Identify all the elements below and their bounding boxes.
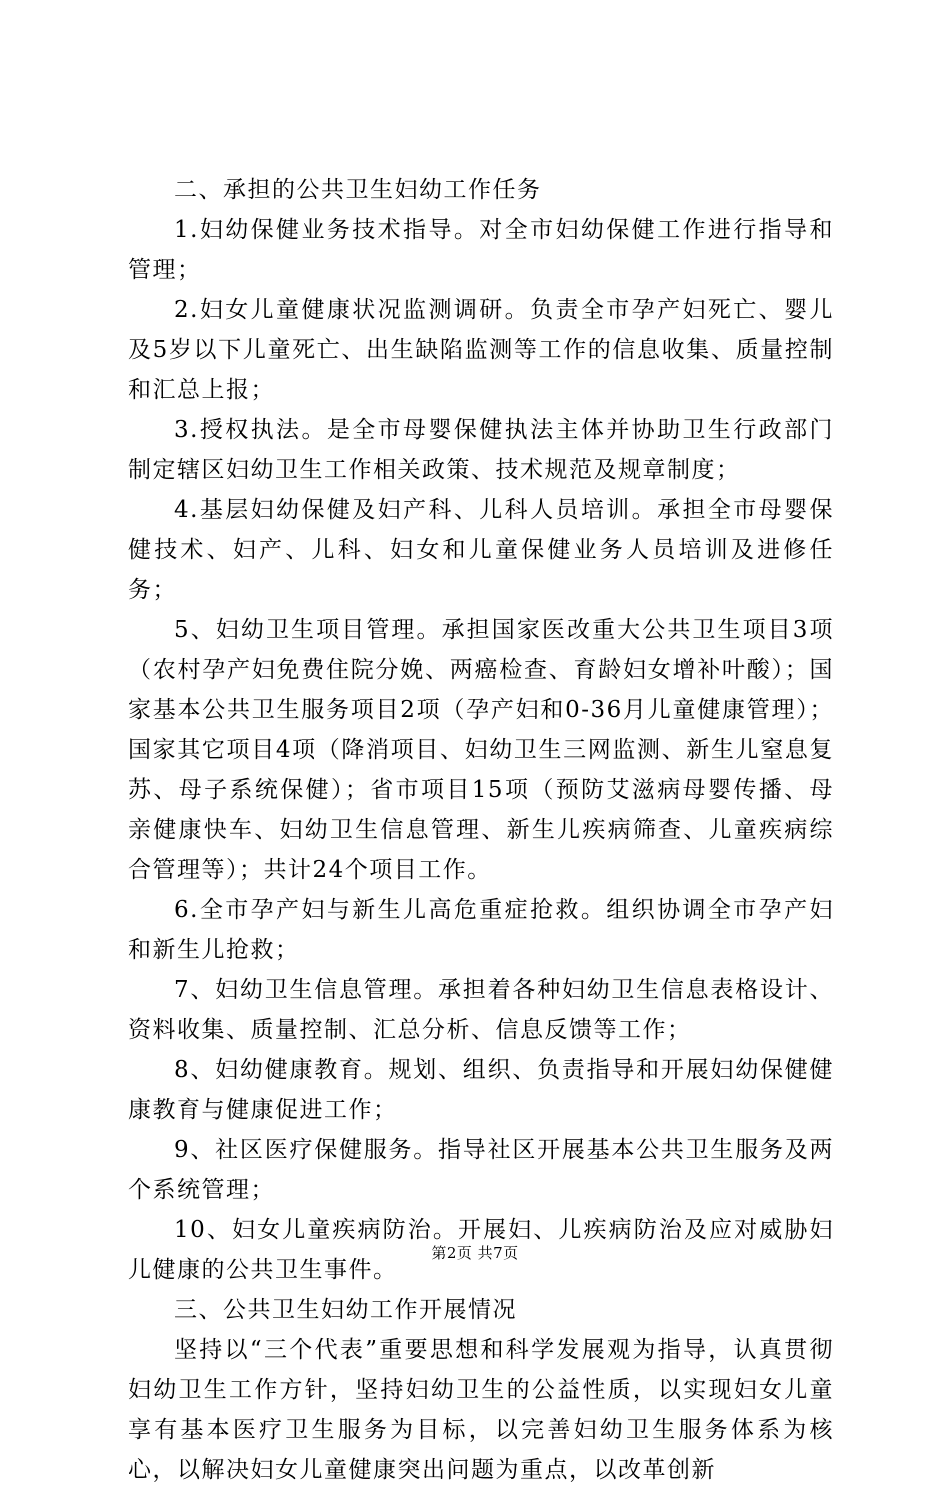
task-item-10: 10、妇女儿童疾病防治。开展妇、儿疾病防治及应对威胁妇儿健康的公共卫生事件。 bbox=[128, 1217, 834, 1283]
task-item-9: 9、社区医疗保健服务。指导社区开展基本公共卫生服务及两个系统管理； bbox=[128, 1137, 834, 1203]
task-item-7: 7、妇幼卫生信息管理。承担着各种妇幼卫生信息表格设计、资料收集、质量控制、汇总分析、信息反馈等工作； bbox=[128, 977, 834, 1043]
section-heading-2: 二、承担的公共卫生妇幼工作任务 bbox=[174, 177, 542, 203]
task-item-2: 2.妇女儿童健康状况监测调研。负责全市孕产妇死亡、婴儿及5岁以下儿童死亡、出生缺陷监测等工作的信息收集、质量控制和汇总上报； bbox=[128, 297, 834, 403]
task-item-6: 6.全市孕产妇与新生儿高危重症抢救。组织协调全市孕产妇和新生儿抢救； bbox=[128, 897, 834, 963]
task-item-3: 3.授权执法。是全市母婴保健执法主体并协助卫生行政部门制定辖区妇幼卫生工作相关政策、技术规范及规章制度； bbox=[128, 417, 834, 483]
task-item-4: 4.基层妇幼保健及妇产科、儿科人员培训。承担全市母婴保健技术、妇产、儿科、妇女和儿童保健业务人员培训及进修任务； bbox=[128, 497, 834, 603]
section-heading-3: 三、公共卫生妇幼工作开展情况 bbox=[174, 1297, 517, 1323]
task-item-1: 1.妇幼保健业务技术指导。对全市妇幼保健工作进行指导和管理； bbox=[128, 217, 834, 283]
document-body bbox=[128, 170, 834, 1490]
task-item-8: 8、妇幼健康教育。规划、组织、负责指导和开展妇幼保健健康教育与健康促进工作； bbox=[128, 1057, 834, 1123]
page-number-footer: 第2页 共7页 bbox=[431, 1244, 519, 1262]
section-3-paragraph: 坚持以“三个代表”重要思想和科学发展观为指导，认真贯彻妇幼卫生工作方针，坚持妇幼卫生的公益性质，以实现妇女儿童享有基本医疗卫生服务为目标，以完善妇幼卫生服务体系为核心，以解决妇女儿童健康突出问题为重点，以改革创新 bbox=[128, 1337, 834, 1483]
task-item-5: 5、妇幼卫生项目管理。承担国家医改重大公共卫生项目3项（农村孕产妇免费住院分娩、两癌检查、育龄妇女增补叶酸）；国家基本公共卫生服务项目2项（孕产妇和0-36月儿童健康管理）；国家其它项目4项（降消项目、妇幼卫生三网监测、新生儿窒息复苏、母子系统保健）；省市项目15项（预防艾滋病母婴传播、母亲健康快车、妇幼卫生信息管理、新生儿疾病筛查、儿童疾病综合管理等）；共计24个项目工作。 bbox=[128, 617, 834, 883]
